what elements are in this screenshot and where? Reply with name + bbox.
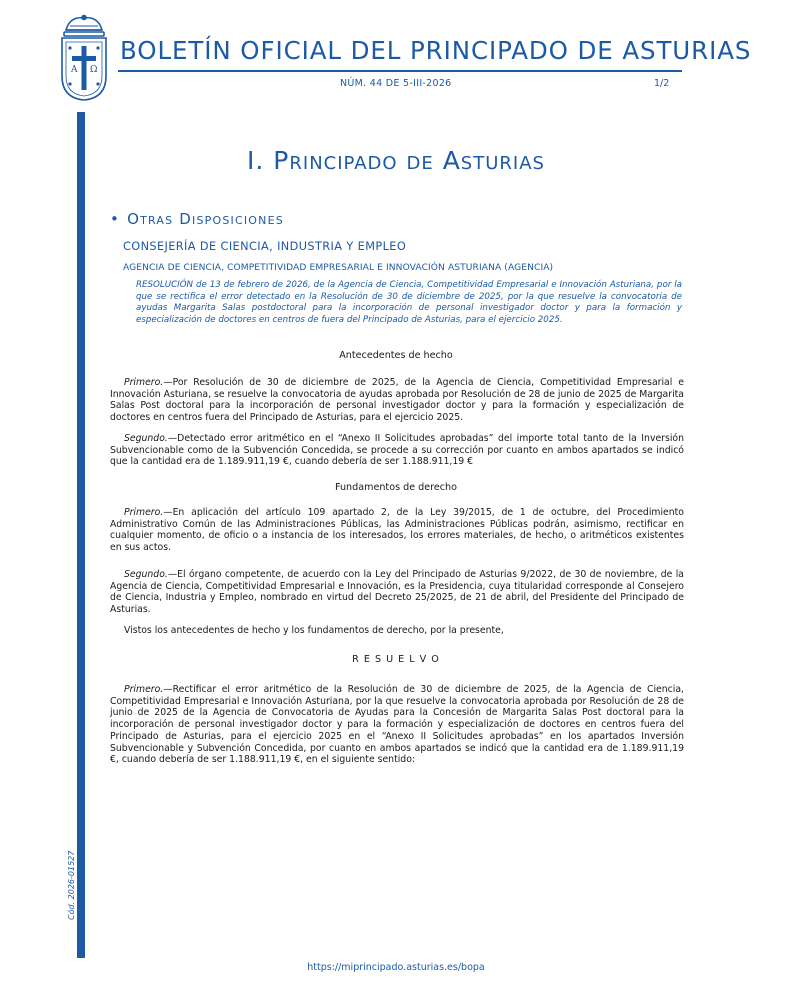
page-count: 1/2 [654, 78, 670, 89]
antecedente-primero [110, 377, 684, 424]
footer-link[interactable]: https://miprincipado.asturias.es/bopa [307, 962, 485, 973]
paragraph-text: —El órgano competente, de acuerdo con la Ley del Principado de Asturias 9/2022, de 30 de noviembre, de la Agencia de Ciencia, Competitividad Empresarial e Innovación, es la Presidencia, cuya titularidad corresponde al Consejero de Ciencia, Industria y Empleo, nombrado en virtud del Decreto 25/2025, de 21 de abril, del Presidente del Principado de Asturias. [110, 569, 684, 616]
bullet-icon: • [110, 210, 121, 228]
fundamento-segundo [110, 569, 684, 616]
svg-text:A: A [71, 65, 78, 75]
resolution-title: RESOLUCIÓN de 13 de febrero de 2026, de la Agencia de Ciencia, Competitividad Empresarial e Innovación Asturiana, por la que se rectifica el error detectado en la Resolución de 30 de diciembre de 2025, por la que resuelve la convocatoria de ayudas Margarita Salas postdoctoral para la incorporación de personal investigador doctor y para la formación y especialización de doctores en centros de fuera del Principado de Asturias, para el ejercicio 2025. [136, 280, 682, 325]
fundamento-primero [110, 507, 684, 554]
agency-name: AGENCIA DE CIENCIA, COMPETITIVIDAD EMPRESARIAL E INNOVACIÓN ASTURIANA (AGENCIA) [123, 263, 554, 273]
paragraph-lead: Segundo. [124, 569, 168, 580]
paragraph-text: —Por Resolución de 30 de diciembre de 2025, de la Agencia de Ciencia, Competitividad Empresarial e Innovación Asturiana, se resuelve la convocatoria de ayudas aprobada por Resolución de 28 de junio de 2025 de Margarita Salas Post doctoral para la incorporación de personal investigador doctor y para la formación y especialización de doctores en centros fuera del Principado de Asturias, para el ejercicio 2025. [110, 377, 684, 424]
paragraph-text: —Rectificar el error aritmético de la Resolución de 30 de diciembre de 2025, de la Agencia de Ciencia, Competitividad Empresarial e Innovación Asturiana, por la que resuelve la convocatoria aprobada por Resolución de 28 de junio de 2025 de la Agencia de Convocatoria de Ayudas para la Concesión de Margarita Salas Post doctoral para la incorporación de personal investigador doctor y para la formación y especialización de doctores en centros fuera del Principado de Asturias, para el ejercicio 2025 en el “Anexo II Solicitudes aprobadas” en los apartados Inversión Subvencionable y Subvención Concedida, por cuanto en ambos apartados se indicó que la cantidad era de 1.189.911,19 €, cuando debería de ser 1.188.911,19 €, en el siguiente sentido: [110, 684, 684, 766]
vistos-paragraph: Vistos los antecedentes de hecho y los fundamentos de derecho, por la presente, [124, 625, 504, 636]
department-name: CONSEJERÍA DE CIENCIA, INDUSTRIA Y EMPLEO [123, 240, 407, 253]
section-heading: I. Principado de Asturias [247, 146, 545, 175]
paragraph-text: —En aplicación del artículo 109 apartado 2, de la Ley 39/2015, de 1 de octubre, del Procedimiento Administrativo Común de las Administraciones Públicas, las Administraciones Públicas podrán, asimismo, rectificar en cualquier momento, de oficio o a instancia de los interesados, los errores materiales, de hecho, o aritméticos existentes en sus actos. [110, 507, 684, 554]
antecedentes-heading: Antecedentes de hecho [339, 350, 453, 361]
issue-number: NÚM. 44 DE 5-III-2026 [340, 78, 452, 89]
margin-bar [77, 112, 85, 958]
asturias-coat-of-arms-icon [56, 14, 112, 102]
paragraph-lead: Primero. [124, 507, 164, 518]
paragraph-lead: Segundo. [124, 433, 168, 444]
header-rule [118, 70, 682, 72]
journal-title: BOLETÍN OFICIAL DEL PRINCIPADO DE ASTURIAS [120, 36, 752, 65]
paragraph-lead: Primero. [124, 377, 164, 388]
resuelvo-primero [110, 684, 684, 766]
category-label: Otras Disposiciones [127, 210, 284, 228]
antecedente-segundo [110, 433, 684, 468]
paragraph-text: —Detectado error aritmético en el “Anexo II Solicitudes aprobadas” del importe total tanto de la Inversión Subvencionable como de la Subvención Concedida, se procede a su corrección por cuanto en ambos apartados se indicó que la cantidad era de 1.189.911,19 €, cuando debería de ser 1.188.911,19 € [110, 433, 684, 468]
document-code: Cód. 2026-01527 [67, 850, 76, 920]
resuelvo-heading: R E S U E L V O [352, 654, 440, 665]
fundamentos-heading: Fundamentos de derecho [334, 482, 458, 493]
svg-text:Ω: Ω [90, 65, 98, 75]
paragraph-lead: Primero. [124, 684, 164, 695]
category-heading [110, 210, 284, 228]
